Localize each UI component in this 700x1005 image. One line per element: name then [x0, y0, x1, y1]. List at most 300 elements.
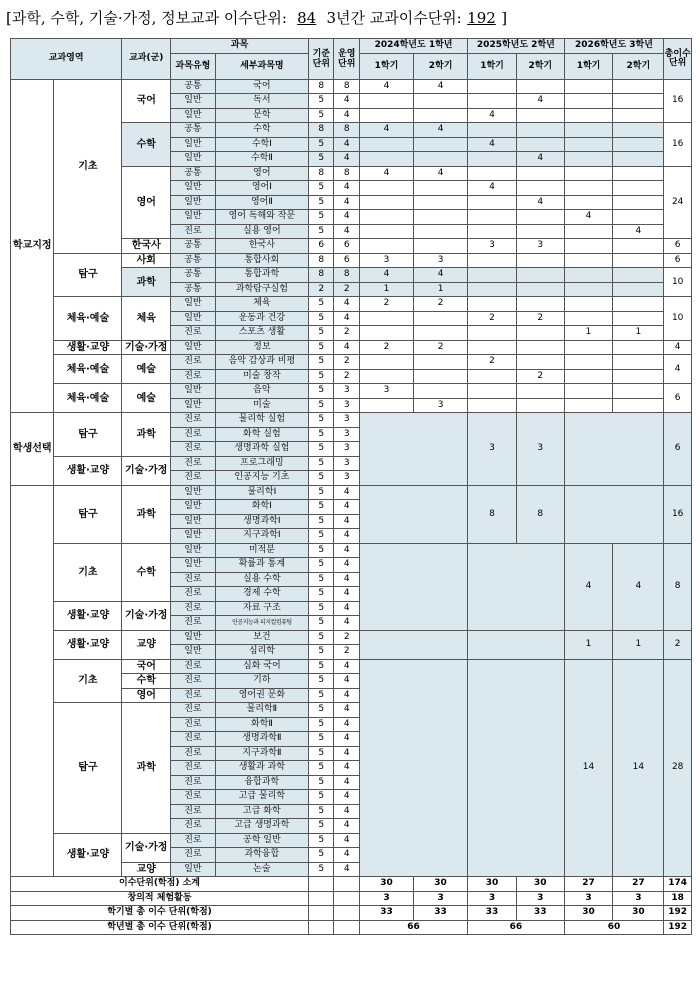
- semester-units: [564, 108, 613, 123]
- op-units: 4: [334, 311, 359, 326]
- course-name: 기하: [215, 674, 308, 689]
- summary-value: 33: [468, 906, 517, 921]
- op-units: 4: [334, 297, 359, 312]
- base-units: 8: [309, 123, 334, 138]
- subject-label: 영어: [122, 688, 171, 703]
- base-units: 5: [309, 572, 334, 587]
- course-name: 수학Ⅱ: [215, 152, 308, 167]
- semester-units: [468, 297, 517, 312]
- semester-units: [516, 181, 564, 196]
- group-label: 탐구: [54, 253, 122, 297]
- group-label: 탐구: [54, 485, 122, 543]
- summary-value: 3: [414, 891, 468, 906]
- year3-sem2-block: 4: [613, 543, 664, 630]
- group-label: 기초: [54, 543, 122, 601]
- semester-units: [414, 137, 468, 152]
- course-name: 프로그래밍: [215, 456, 308, 471]
- op-units: 3: [334, 384, 359, 399]
- semester-units: [468, 195, 517, 210]
- course-type: 일반: [171, 210, 216, 225]
- summary-label: 이수단위(학점) 소계: [11, 877, 309, 892]
- course-name: 음악: [215, 384, 308, 399]
- group-label: 탐구: [54, 413, 122, 457]
- course-type: 진로: [171, 224, 216, 239]
- base-units: 5: [309, 224, 334, 239]
- op-units: 2: [334, 369, 359, 384]
- base-units: 5: [309, 152, 334, 167]
- semester-units: 2: [468, 311, 517, 326]
- op-units: 6: [334, 253, 359, 268]
- base-units: 5: [309, 659, 334, 674]
- col-area: 교과영역: [11, 39, 122, 80]
- base-units: 5: [309, 340, 334, 355]
- base-units: 5: [309, 384, 334, 399]
- summary-value: 33: [359, 906, 413, 921]
- course-type: 일반: [171, 543, 216, 558]
- total-units: 8: [664, 543, 692, 630]
- subject-label: 수학: [122, 123, 171, 167]
- course-name: 자료 구조: [215, 601, 308, 616]
- summary-value: 3: [564, 891, 613, 906]
- year1-block: [359, 630, 467, 659]
- course-type: 진로: [171, 326, 216, 341]
- course-type: 일반: [171, 137, 216, 152]
- col-base-units: 기준단위: [309, 39, 334, 80]
- op-units: 4: [334, 659, 359, 674]
- base-units: 5: [309, 413, 334, 428]
- table-row: [11, 355, 692, 370]
- course-type: 일반: [171, 398, 216, 413]
- summary-label: 학기별 총 이수 단위(학점): [11, 906, 309, 921]
- year2-block: [468, 659, 565, 877]
- base-units: 5: [309, 674, 334, 689]
- col-course-name: 세부과목명: [215, 53, 308, 79]
- semester-units: [564, 181, 613, 196]
- op-units: 3: [334, 427, 359, 442]
- op-units: 4: [334, 108, 359, 123]
- table-row: [11, 543, 692, 558]
- course-name: 물리학 실험: [215, 413, 308, 428]
- semester-units: [359, 355, 413, 370]
- total-units: 10: [664, 297, 692, 341]
- op-units: 4: [334, 152, 359, 167]
- course-name: 과학융합: [215, 848, 308, 863]
- total-units: 16: [664, 123, 692, 167]
- course-type: 일반: [171, 645, 216, 660]
- semester-units: 4: [468, 181, 517, 196]
- course-type: 일반: [171, 108, 216, 123]
- year-total-row: [11, 920, 692, 935]
- course-name: 독서: [215, 94, 308, 109]
- base-units: 5: [309, 442, 334, 457]
- semester-units: 3: [414, 398, 468, 413]
- course-name: 물리학Ⅱ: [215, 703, 308, 718]
- year3-total: 60: [564, 920, 664, 935]
- semester-units: 4: [414, 79, 468, 94]
- base-units: 5: [309, 819, 334, 834]
- course-name: 보건: [215, 630, 308, 645]
- base-units: 5: [309, 500, 334, 515]
- summary-value: 3: [613, 891, 664, 906]
- base-units: 5: [309, 688, 334, 703]
- semester-units: [613, 181, 664, 196]
- base-units: 5: [309, 94, 334, 109]
- semester-units: [359, 137, 413, 152]
- year1-block: [359, 485, 467, 543]
- semester-units: [359, 326, 413, 341]
- year2-block: [468, 630, 565, 659]
- course-type: 진로: [171, 471, 216, 486]
- op-units: 4: [334, 674, 359, 689]
- col-year3: 2026학년도 3학년: [564, 39, 664, 54]
- base-units: 5: [309, 456, 334, 471]
- year1-block: [359, 659, 467, 877]
- year3-sem1-block: 14: [564, 659, 613, 877]
- base-units: 5: [309, 311, 334, 326]
- total-units: 16: [664, 79, 692, 123]
- course-type: 진로: [171, 456, 216, 471]
- year3-sem1-block: 1: [564, 630, 613, 659]
- course-name: 화학Ⅰ: [215, 500, 308, 515]
- semester-units: 2: [468, 355, 517, 370]
- course-type: 공통: [171, 282, 216, 297]
- op-units: 4: [334, 485, 359, 500]
- semester-units: [468, 398, 517, 413]
- course-name: 미술 창작: [215, 369, 308, 384]
- group-label: 생활·교양: [54, 340, 122, 355]
- total-units: 10: [664, 268, 692, 297]
- semester-units: [516, 340, 564, 355]
- op-units: 2: [334, 645, 359, 660]
- subject-label: 수학: [122, 674, 171, 689]
- op-units: 4: [334, 790, 359, 805]
- subject-label: 체육: [122, 297, 171, 341]
- base-units: 5: [309, 761, 334, 776]
- title-prefix: [과학, 수학, 기술·가정, 정보교과 이수단위:: [6, 9, 292, 27]
- summary-row: [11, 906, 692, 921]
- col-year1: 2024학년도 1학년: [359, 39, 467, 54]
- course-type: 일반: [171, 630, 216, 645]
- course-type: 일반: [171, 195, 216, 210]
- year-total-label: 학년별 총 이수 단위(학점): [11, 920, 309, 935]
- semester-units: [516, 282, 564, 297]
- summary-value: 30: [414, 877, 468, 892]
- semester-units: [613, 253, 664, 268]
- op-units: 4: [334, 181, 359, 196]
- blank-cell: [309, 906, 334, 921]
- course-type: 진로: [171, 732, 216, 747]
- semester-units: [613, 268, 664, 283]
- semester-units: [414, 94, 468, 109]
- op-units: 3: [334, 413, 359, 428]
- semester-units: [516, 398, 564, 413]
- semester-units: [564, 94, 613, 109]
- op-units: 4: [334, 94, 359, 109]
- semester-units: [414, 152, 468, 167]
- year2-sem2-block: 8: [516, 485, 564, 543]
- semester-units: 4: [414, 166, 468, 181]
- group-label: 기초: [54, 79, 122, 253]
- semester-units: [468, 268, 517, 283]
- semester-units: [613, 311, 664, 326]
- blank-cell: [309, 877, 334, 892]
- semester-units: [468, 369, 517, 384]
- course-type: 진로: [171, 572, 216, 587]
- base-units: 8: [309, 253, 334, 268]
- base-units: 5: [309, 195, 334, 210]
- course-name: 미술: [215, 398, 308, 413]
- base-units: 5: [309, 398, 334, 413]
- semester-units: [613, 94, 664, 109]
- subject-label: 과학: [122, 485, 171, 543]
- blank-cell: [309, 920, 334, 935]
- base-units: 5: [309, 804, 334, 819]
- course-type: 공통: [171, 166, 216, 181]
- semester-units: 4: [359, 79, 413, 94]
- group-label: 생활·교양: [54, 630, 122, 659]
- course-name: 영어권 문화: [215, 688, 308, 703]
- group-label: 기초: [54, 659, 122, 703]
- year1-block: [359, 543, 467, 630]
- course-name: 고급 생명과학: [215, 819, 308, 834]
- op-units: 4: [334, 210, 359, 225]
- semester-units: [468, 224, 517, 239]
- op-units: 4: [334, 703, 359, 718]
- course-name: 물리학Ⅰ: [215, 485, 308, 500]
- op-units: 2: [334, 282, 359, 297]
- base-units: 5: [309, 427, 334, 442]
- course-name: 미적분: [215, 543, 308, 558]
- course-type: 일반: [171, 862, 216, 877]
- base-units: 5: [309, 790, 334, 805]
- course-name: 고급 화학: [215, 804, 308, 819]
- semester-units: [613, 398, 664, 413]
- col-op-units: 운영단위: [334, 39, 359, 80]
- course-name: 생활과 과학: [215, 761, 308, 776]
- col-y3-sem2: 2학기: [613, 53, 664, 79]
- course-name: 융합과학: [215, 775, 308, 790]
- semester-units: [564, 123, 613, 138]
- semester-units: [613, 297, 664, 312]
- col-total: 총이수단위: [664, 39, 692, 80]
- course-name: 영어Ⅱ: [215, 195, 308, 210]
- semester-units: [564, 268, 613, 283]
- semester-units: [516, 253, 564, 268]
- semester-units: 1: [613, 326, 664, 341]
- course-type: 진로: [171, 355, 216, 370]
- base-units: 8: [309, 166, 334, 181]
- semester-units: 3: [516, 239, 564, 254]
- base-units: 5: [309, 471, 334, 486]
- course-name: 국어: [215, 79, 308, 94]
- summary-row: [11, 877, 692, 892]
- semester-units: [613, 282, 664, 297]
- course-type: 진로: [171, 833, 216, 848]
- semester-units: [359, 152, 413, 167]
- semester-units: [564, 79, 613, 94]
- col-y2-sem1: 1학기: [468, 53, 517, 79]
- total-units: 2: [664, 630, 692, 659]
- group-label: 체육·예술: [54, 297, 122, 341]
- course-type: 진로: [171, 848, 216, 863]
- op-units: 4: [334, 732, 359, 747]
- group-label: 체육·예술: [54, 384, 122, 413]
- semester-units: 2: [414, 340, 468, 355]
- group-label: 생활·교양: [54, 456, 122, 485]
- semester-units: [564, 253, 613, 268]
- semester-units: [564, 297, 613, 312]
- summary-value: 3: [516, 891, 564, 906]
- course-name: 과학탐구실험: [215, 282, 308, 297]
- total-units: 6: [664, 239, 692, 254]
- semester-units: [613, 108, 664, 123]
- course-type: 일반: [171, 340, 216, 355]
- blank-cell: [309, 891, 334, 906]
- semester-units: [613, 239, 664, 254]
- op-units: 8: [334, 123, 359, 138]
- semester-units: [516, 166, 564, 181]
- base-units: 5: [309, 732, 334, 747]
- base-units: 5: [309, 558, 334, 573]
- year3-sem2-block: 1: [613, 630, 664, 659]
- op-units: 4: [334, 572, 359, 587]
- semester-units: [613, 137, 664, 152]
- summary-value: 192: [664, 906, 692, 921]
- course-name: 생명과학Ⅰ: [215, 514, 308, 529]
- semester-units: 2: [359, 340, 413, 355]
- semester-units: [613, 384, 664, 399]
- op-units: 3: [334, 456, 359, 471]
- course-name: 스포츠 생활: [215, 326, 308, 341]
- op-units: 8: [334, 166, 359, 181]
- year3-sem2-block: 14: [613, 659, 664, 877]
- semester-units: [516, 268, 564, 283]
- semester-units: [359, 94, 413, 109]
- subject-label: 수학: [122, 543, 171, 601]
- op-units: 4: [334, 775, 359, 790]
- total-units: 4: [664, 340, 692, 355]
- summary-value: 174: [664, 877, 692, 892]
- semester-units: [468, 282, 517, 297]
- semester-units: 3: [359, 384, 413, 399]
- semester-units: [516, 297, 564, 312]
- total-units: 16: [664, 485, 692, 543]
- semester-units: [564, 398, 613, 413]
- base-units: 5: [309, 210, 334, 225]
- subject-label: 기술·가정: [122, 833, 171, 862]
- op-units: 3: [334, 442, 359, 457]
- group-label: 체육·예술: [54, 355, 122, 384]
- semester-units: [468, 384, 517, 399]
- semester-units: 4: [359, 166, 413, 181]
- semester-units: 2: [516, 311, 564, 326]
- table-row: [11, 630, 692, 645]
- course-type: 진로: [171, 717, 216, 732]
- group-label: 생활·교양: [54, 833, 122, 877]
- course-type: 진로: [171, 659, 216, 674]
- col-y1-sem2: 2학기: [414, 53, 468, 79]
- total-units: 4: [664, 355, 692, 384]
- semester-units: [468, 166, 517, 181]
- semester-units: [468, 340, 517, 355]
- op-units: 4: [334, 848, 359, 863]
- table-row: [11, 79, 692, 94]
- semester-units: 3: [414, 253, 468, 268]
- semester-units: [564, 340, 613, 355]
- semester-units: [516, 79, 564, 94]
- total-units: 28: [664, 659, 692, 877]
- base-units: 5: [309, 717, 334, 732]
- course-name: 고급 물리학: [215, 790, 308, 805]
- course-name: 생명과학Ⅱ: [215, 732, 308, 747]
- course-name: 통합사회: [215, 253, 308, 268]
- semester-units: [613, 355, 664, 370]
- course-type: 일반: [171, 94, 216, 109]
- semester-units: [414, 369, 468, 384]
- op-units: 3: [334, 398, 359, 413]
- curriculum-table: [10, 38, 692, 935]
- total-units: 24: [664, 166, 692, 239]
- course-name: 지구과학Ⅱ: [215, 746, 308, 761]
- subject-label: 국어: [122, 79, 171, 123]
- total-units: 6: [664, 384, 692, 413]
- semester-units: 3: [468, 239, 517, 254]
- course-type: 진로: [171, 601, 216, 616]
- course-name: 화학 실험: [215, 427, 308, 442]
- title-suffix: ]: [496, 9, 508, 27]
- op-units: 4: [334, 543, 359, 558]
- semester-units: [613, 340, 664, 355]
- base-units: 8: [309, 79, 334, 94]
- semester-units: [613, 152, 664, 167]
- semester-units: [516, 355, 564, 370]
- subject-label: 기술·가정: [122, 340, 171, 355]
- course-name: 수학Ⅰ: [215, 137, 308, 152]
- course-type: 진로: [171, 413, 216, 428]
- course-type: 진로: [171, 804, 216, 819]
- op-units: 4: [334, 746, 359, 761]
- course-type: 진로: [171, 616, 216, 631]
- summary-value: 3: [359, 891, 413, 906]
- summary-value: 30: [516, 877, 564, 892]
- course-type: 일반: [171, 485, 216, 500]
- table-row: [11, 485, 692, 500]
- course-type: 진로: [171, 442, 216, 457]
- table-row: [11, 384, 692, 399]
- semester-units: [359, 195, 413, 210]
- course-type: 진로: [171, 703, 216, 718]
- course-type: 진로: [171, 790, 216, 805]
- year2-sem2-block: 3: [516, 413, 564, 486]
- summary-label: 창의적 체험활동: [11, 891, 309, 906]
- course-name: 영어 독해와 작문: [215, 210, 308, 225]
- op-units: 6: [334, 239, 359, 254]
- op-units: 4: [334, 224, 359, 239]
- semester-units: 2: [414, 297, 468, 312]
- semester-units: 4: [516, 94, 564, 109]
- semester-units: [516, 123, 564, 138]
- semester-units: [564, 224, 613, 239]
- base-units: 5: [309, 616, 334, 631]
- table-row: [11, 297, 692, 312]
- summary-row: [11, 891, 692, 906]
- semester-units: [516, 224, 564, 239]
- subject-label: 과학: [122, 413, 171, 457]
- summary-value: 30: [468, 877, 517, 892]
- course-type: 일반: [171, 311, 216, 326]
- blank-cell: [334, 920, 359, 935]
- course-type: 진로: [171, 427, 216, 442]
